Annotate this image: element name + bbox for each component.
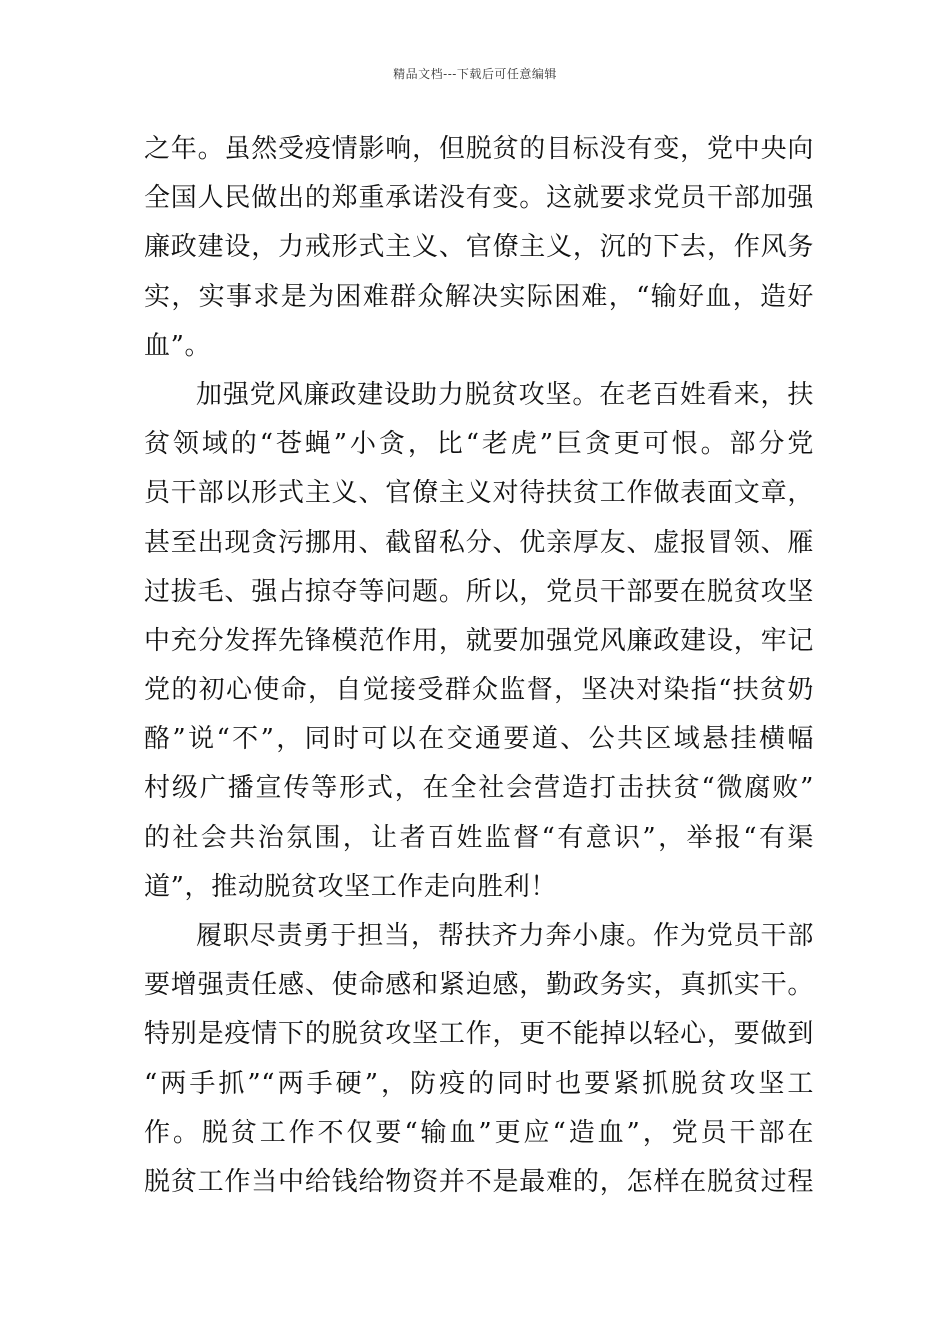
paragraph-first-line: 加强党风廉政建设助力脱贫攻坚。在老百姓看来，扶	[196, 379, 814, 410]
text-line: 过拔毛、强占掠夺等问题。所以，党员干部要在脱贫攻坚	[144, 576, 814, 607]
text-line: 脱贫工作当中给钱给物资并不是最难的，怎样在脱贫过程	[144, 1166, 814, 1197]
body-text	[144, 125, 814, 1207]
text-line: 特别是疫情下的脱贫攻坚工作，更不能掉以轻心，要做到	[144, 1019, 814, 1050]
text-line: 血”。	[144, 330, 212, 361]
text-line: 的社会共治氛围，让者百姓监督“有意识”，举报“有渠	[144, 822, 814, 853]
text-line: 员干部以形式主义、官僚主义对待扶贫工作做表面文章，	[144, 478, 814, 509]
text-line: 贫领域的“苍蝇”小贪，比“老虎”巨贪更可恨。部分党	[144, 429, 814, 460]
text-line: 酪”说“不”，同时可以在交通要道、公共区域悬挂横幅	[144, 724, 814, 755]
paragraph-first-line: 履职尽责勇于担当，帮扶齐力奔小康。作为党员干部	[196, 921, 814, 951]
text-line: 道”，推动脱贫攻坚工作走向胜利！	[144, 871, 557, 902]
text-line: 之年。虽然受疫情影响，但脱贫的目标没有变，党中央向	[144, 134, 814, 164]
text-line: 全国人民做出的郑重承诺没有变。这就要求党员干部加强	[144, 183, 814, 214]
text-line: 村级广播宣传等形式，在全社会营造打击扶贫“微腐败”	[144, 773, 814, 804]
text-line: 要增强责任感、使命感和紧迫感，勤政务实，真抓实干。	[144, 970, 814, 1001]
text-line: 中充分发挥先锋模范作用，就要加强党风廉政建设，牢记	[144, 625, 814, 656]
text-line: 党的初心使命，自觉接受群众监督，坚决对染指“扶贫奶	[144, 675, 814, 706]
text-line: 甚至出现贪污挪用、截留私分、优亲厚友、虚报冒领、雁	[144, 527, 814, 558]
page-header: 精品文档---下载后可任意编辑	[393, 67, 557, 81]
text-line: 实，实事求是为困难群众解决实际困难，“输好血，造好	[144, 281, 814, 312]
text-line: 廉政建设，力戒形式主义、官僚主义，沉的下去，作风务	[144, 232, 814, 263]
text-line: 作。脱贫工作不仅要“输血”更应“造血”，党员干部在	[144, 1117, 814, 1148]
text-line: “两手抓”“两手硬”，防疫的同时也要紧抓脱贫攻坚工	[144, 1068, 814, 1099]
